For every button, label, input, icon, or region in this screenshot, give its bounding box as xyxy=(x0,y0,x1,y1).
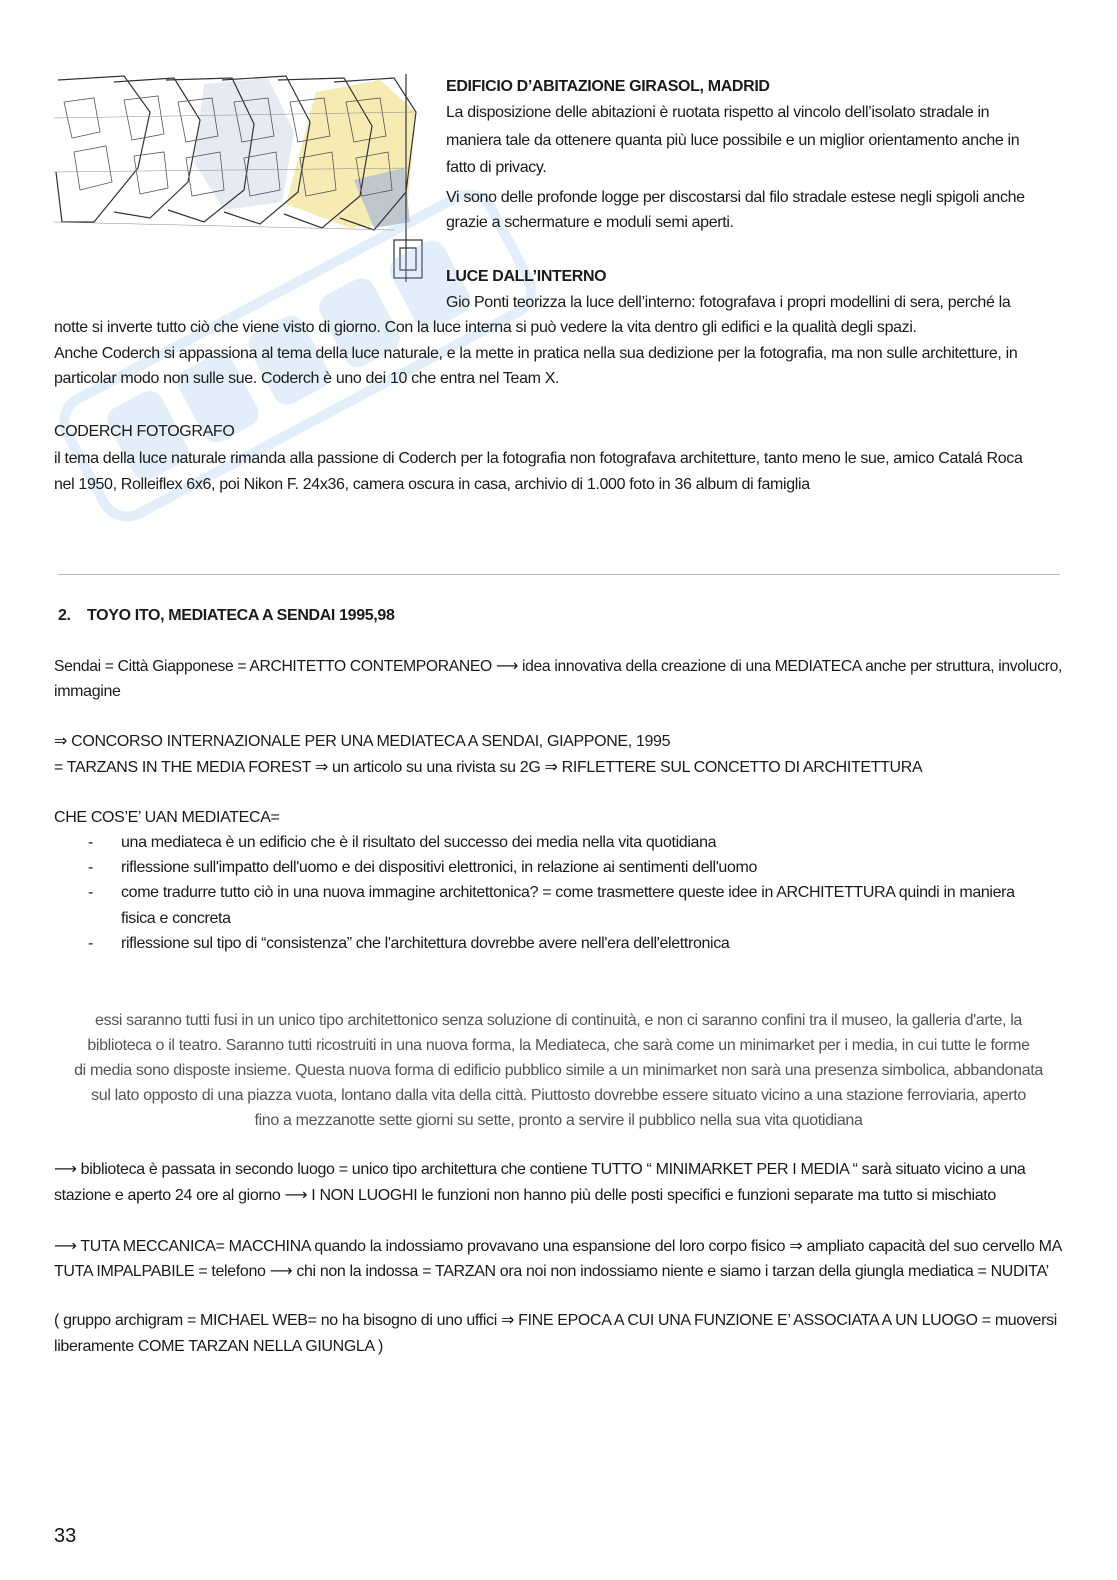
archigram-line: ( gruppo archigram = MICHAEL WEB= no ha bisogno di uno uffici ⇒ FINE EPOCA A CUI UNA FUNZIONE E’ ASSOCIATA A UN LUOGO = muoversi xyxy=(54,1312,1057,1329)
bullet-item: riflessione sul tipo di “consistenza” che l'architettura dovrebbe avere nell'era dell'elettronica xyxy=(121,935,730,952)
concorso-line: ⇒ CONCORSO INTERNAZIONALE PER UNA MEDIATECA A SENDAI, GIAPPONE, 1995 xyxy=(54,733,671,750)
girasol-line: La disposizione delle abitazioni è ruotata rispetto al vincolo dell’isolato stradale in xyxy=(446,104,990,121)
intro-line: Sendai = Città Giapponese = ARCHITETTO CONTEMPORANEO ⟶ idea innovativa della creazione di una MEDIATECA anche per struttura, involucro, xyxy=(54,658,1062,675)
luce-line: particolar modo non sulle sue. Coderch è uno dei 10 che entra nel Team X. xyxy=(54,370,560,387)
bullet-item-continued: fisica e concreta xyxy=(121,910,231,927)
bullet-dash: - xyxy=(88,859,94,876)
luce-title: LUCE DALL’INTERNO xyxy=(446,268,607,285)
intro-line: immagine xyxy=(54,683,121,700)
girasol-line: grazie a schermature e moduli semi aperti. xyxy=(446,214,734,231)
tuta-line: ⟶ TUTA MECCANICA= MACCHINA quando la indossiamo provavano una espansione del loro corpo fisico ⇒ ampliato capacità del suo cervello MA xyxy=(54,1238,1062,1255)
coderch-line: il tema della luce naturale rimanda alla passione di Coderch per la fotografia non fotografava architetture, tanto meno le sue, amico Catalá Roca xyxy=(54,450,1023,467)
biblioteca-line: ⟶ biblioteca è passata in secondo luogo = unico tipo architettura che contiene TUTTO “ MINIMARKET PER I MEDIA “ sarà situato vicino a una xyxy=(54,1161,1026,1178)
quote-line: biblioteca o il teatro. Saranno tutti ricostruiti in una nuova forma, la Mediateca, che sarà come un minimarket per i media, in cui tutte le forme xyxy=(87,1037,1030,1054)
bullet-dash: - xyxy=(88,884,94,901)
quote-line: di media sono disposte insieme. Questa nuova forma di edificio pubblico simile a un minimarket non sarà una presenza simbolica, abbandonata xyxy=(74,1062,1043,1079)
luce-line: Gio Ponti teorizza la luce dell’interno: fotografava i propri modellini di sera, perché la xyxy=(446,294,1011,311)
coderch-title: CODERCH FOTOGRAFO xyxy=(54,423,235,440)
girasol-line: Vi sono delle profonde logge per discostarsi dal filo stradale estese negli spigoli anche xyxy=(446,189,1025,206)
girasol-line: maniera tale da ottenere quanta più luce possibile e un miglior orientamento anche in xyxy=(446,132,1020,149)
girasol-title: EDIFICIO D’ABITAZIONE GIRASOL, MADRID xyxy=(446,78,770,95)
girasol-line: fatto di privacy. xyxy=(446,159,547,176)
section-heading: 2. TOYO ITO, MEDIATECA A SENDAI 1995,98 xyxy=(58,607,395,624)
bullet-dash: - xyxy=(88,935,94,952)
bullet-item: una mediateca è un edificio che è il risultato del successo dei media nella vita quotidiana xyxy=(121,834,717,851)
section-divider xyxy=(58,574,1060,575)
concorso-line: = TARZANS IN THE MEDIA FOREST ⇒ un articolo su una rivista su 2G ⇒ RIFLETTERE SUL CONCETTO DI ARCHITETTURA xyxy=(54,759,923,776)
tuta-line: TUTA IMPALPABILE = telefono ⟶ chi non la indossa = TARZAN ora noi non indossiamo niente e siamo i tarzan della giungla mediatica = NUDITA’ xyxy=(54,1263,1049,1280)
coderch-line: nel 1950, Rolleiflex 6x6, poi Nikon F. 24x36, camera oscura in casa, archivio di 1.000 foto in 36 album di famiglia xyxy=(54,476,810,493)
luce-line: notte si inverte tutto ciò che viene visto di giorno. Con la luce interna si può vedere la vita dentro gli edifici e la qualità degli spazi. xyxy=(54,319,917,336)
archigram-line: liberamente COME TARZAN NELLA GIUNGLA ) xyxy=(54,1338,383,1355)
girasol-floor-plan-image xyxy=(54,72,430,286)
che-cose-line: CHE COS’E’ UAN MEDIATECA= xyxy=(54,809,280,826)
bullet-item: riflessione sull'impatto dell'uomo e dei dispositivi elettronici, in relazione ai sentimenti dell'uomo xyxy=(121,859,758,876)
quote-line: sul lato opposto di una piazza vuota, lontano dalla vita della città. Piuttosto dovrebbe essere situato vicino a una stazione ferroviaria, aperto xyxy=(91,1087,1026,1104)
bullet-item: come tradurre tutto ciò in una nuova immagine architettonica? = come trasmettere queste idee in ARCHITETTURA quindi in maniera xyxy=(121,884,1015,901)
luce-line: Anche Coderch si appassiona al tema della luce naturale, e la mette in pratica nella sua dedizione per la fotografia, ma non sulle architetture, in xyxy=(54,345,1018,362)
page-number: 33 xyxy=(54,1525,77,1547)
biblioteca-line: stazione e aperto 24 ore al giorno ⟶ I NON LUOGHI le funzioni non hanno più delle posti specifici e funzioni separate ma tutto si mischiato xyxy=(54,1187,996,1204)
quote-line: fino a mezzanotte sette giorni su sette, pronto a servire il pubblico nella sua vita quotidiana xyxy=(254,1112,863,1129)
bullet-dash: - xyxy=(88,834,94,851)
quote-line: essi saranno tutti fusi in un unico tipo architettonico senza soluzione di continuità, e non ci saranno confini tra il museo, la galleria d'arte, la xyxy=(95,1012,1022,1029)
